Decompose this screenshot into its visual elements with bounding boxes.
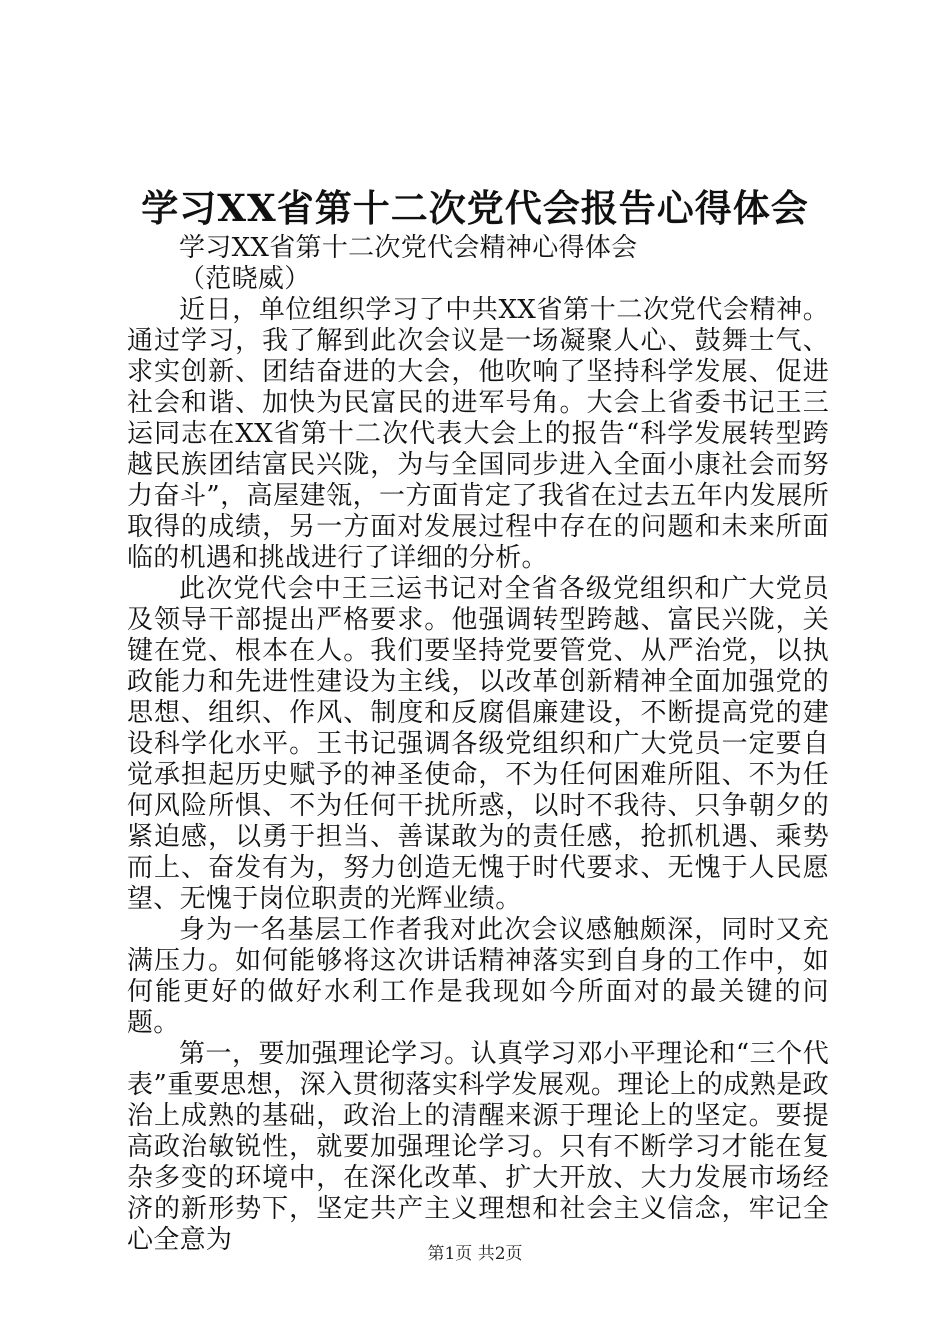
body-paragraph: 第一，要加强理论学习。认真学习邓小平理论和“三个代表”重要思想，深入贯彻落实科学发展观。理论上的成熟是政治上成熟的基础，政治上的清醒来源于理论上的坚定。要提高政治敏锐性，就要加强理论学习。只有不断学习才能在复杂多变的环境中，在深化改革、扩大开放、大力发展市场经济的新形势下，坚定共产主义理想和社会主义信念，牢记全心全意为: [127, 1039, 829, 1255]
body-paragraph: 近日，单位组织学习了中共XX省第十二次党代会精神。通过学习，我了解到此次会议是一场凝聚人心、鼓舞士气、求实创新、团结奋进的大会，他吹响了坚持科学发展、促进社会和谐、加快为民富民的进军号角。大会上省委书记王三运同志在XX省第十二次代表大会上的报告“科学发展转型跨越民族团结富民兴陇，为与全国同步进入全面小康社会而努力奋斗”，高屋建瓴，一方面肯定了我省在过去五年内发展所取得的成绩，另一方面对发展过程中存在的问题和未来所面临的机遇和挑战进行了详细的分析。: [127, 295, 829, 573]
subtitle-line: 学习XX省第十二次党代会精神心得体会: [179, 233, 638, 263]
body-paragraph: 身为一名基层工作者我对此次会议感触颇深，同时又充满压力。如何能够将这次讲话精神落实到自身的工作中，如何能更好的做好水利工作是我现如今所面对的最关键的问题。: [127, 915, 829, 1038]
page-number: 第1页 共2页: [427, 1244, 523, 1264]
author-line: （范晓威）: [179, 264, 311, 294]
document-title: 学习XX省第十二次党代会报告心得体会: [141, 186, 809, 230]
body-paragraph: 此次党代会中王三运书记对全省各级党组织和广大党员及领导干部提出严格要求。他强调转型跨越、富民兴陇，关键在党、根本在人。我们要坚持党要管党、从严治党，以执政能力和先进性建设为主线，以改革创新精神全面加强党的思想、组织、作风、制度和反腐倡廉建设，不断提高党的建设科学化水平。王书记强调各级党组织和广大党员一定要自觉承担起历史赋予的神圣使命，不为任何困难所阻、不为任何风险所惧、不为任何干扰所惑，以时不我待、只争朝夕的紧迫感，以勇于担当、善谋敢为的责任感，抢抓机遇、乘势而上、奋发有为，努力创造无愧于时代要求、无愧于人民愿望、无愧于岗位职责的光辉业绩。: [127, 574, 829, 914]
document-body: [127, 233, 829, 1256]
